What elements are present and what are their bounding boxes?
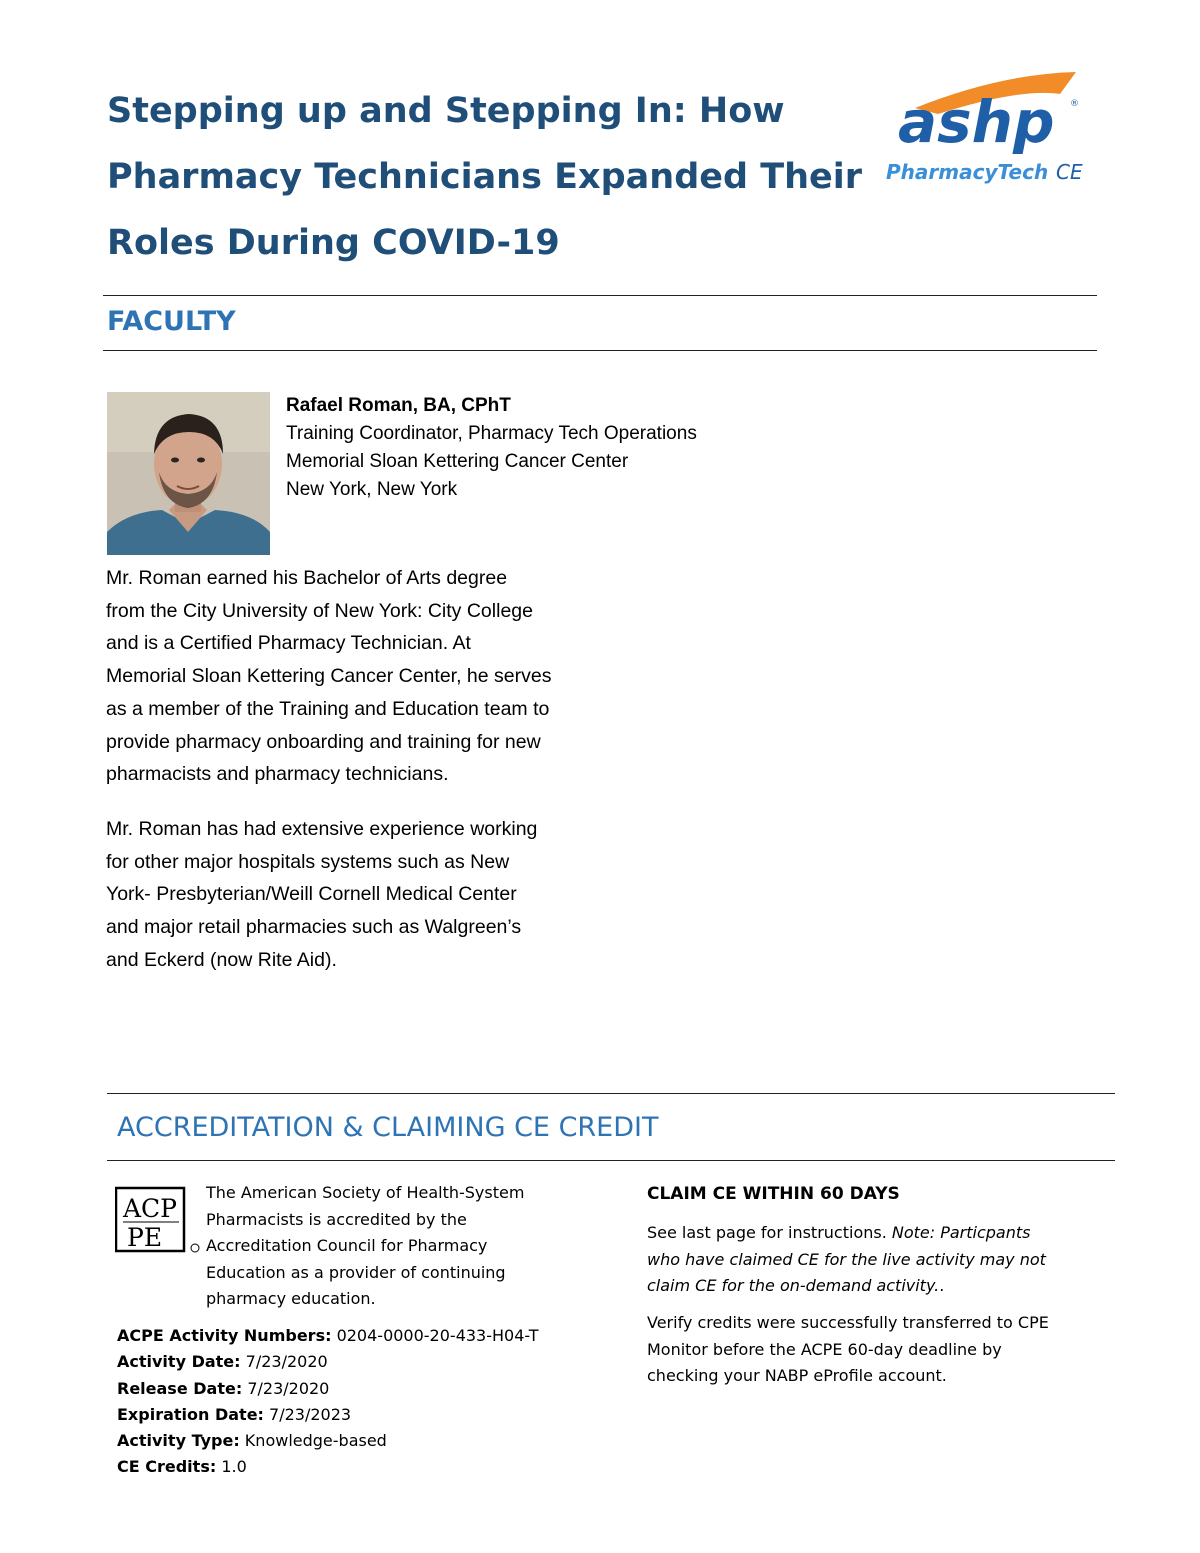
verify-line: checking your NABP eProfile account.: [647, 1366, 947, 1385]
detail-label: Activity Type:: [117, 1431, 240, 1451]
detail-value: 7/23/2020: [240, 1352, 328, 1372]
bio-line: from the City University of New York: City College: [106, 599, 533, 622]
title-line: Stepping up and Stepping In: How: [107, 91, 785, 131]
accreditation-heading: ACCREDITATION & CLAIMING CE CREDIT: [117, 1112, 659, 1143]
activity-detail-row: [117, 1349, 597, 1375]
faculty-organization: Memorial Sloan Kettering Cancer Center: [286, 451, 629, 472]
claim-note-line: claim CE for the on-demand activity.: [647, 1276, 940, 1295]
verify-credits-text: [647, 1310, 1097, 1390]
activity-detail-row: [117, 1402, 597, 1428]
detail-label: CE Credits:: [117, 1457, 217, 1477]
activity-details: [117, 1323, 597, 1481]
faculty-location: New York, New York: [286, 479, 458, 500]
activity-detail-row: [117, 1376, 597, 1402]
faculty-info: [286, 392, 806, 504]
ce-wordmark: CE: [1056, 160, 1083, 184]
bio-line: and is a Certified Pharmacy Technician. At: [106, 632, 471, 655]
registered-mark: ®: [1070, 99, 1079, 109]
bio-line: provide pharmacy onboarding and training for new: [106, 730, 541, 753]
pharmacytech-wordmark: PharmacyTech: [886, 160, 1049, 184]
divider: [103, 295, 1097, 296]
faculty-bio-paragraph: [106, 813, 616, 977]
claim-note-line: Note: Particpants: [891, 1223, 1031, 1242]
detail-label: Expiration Date:: [117, 1404, 264, 1424]
claim-instructions: [647, 1220, 1097, 1300]
faculty-role: Training Coordinator, Pharmacy Tech Operations: [286, 423, 697, 444]
bio-line: Mr. Roman has had extensive experience working: [106, 818, 538, 840]
claim-ce-heading: CLAIM CE WITHIN 60 DAYS: [647, 1184, 900, 1204]
verify-line: Verify credits were successfully transferred to CPE: [647, 1313, 1049, 1332]
detail-value: 7/23/2020: [242, 1378, 330, 1398]
verify-line: Monitor before the ACPE 60-day deadline by: [647, 1339, 1002, 1359]
statement-line: Education as a provider of continuing: [206, 1262, 506, 1282]
detail-label: ACPE Activity Numbers:: [117, 1326, 332, 1345]
faculty-name: Rafael Roman, BA, CPhT: [286, 395, 511, 416]
acpe-logo: [115, 1186, 205, 1256]
ashp-wordmark: ashp: [898, 88, 1055, 156]
faculty-heading: FACULTY: [107, 306, 236, 337]
title-line: Pharmacy Technicians Expanded Their: [107, 157, 863, 197]
detail-label: Activity Date:: [117, 1352, 241, 1372]
activity-detail-row: [117, 1454, 597, 1480]
ashp-logo-graphic: [880, 66, 1100, 191]
statement-line: Pharmacists is accredited by the: [206, 1209, 467, 1229]
acpe-logo-text: ACP: [123, 1194, 178, 1223]
activity-detail-row: [117, 1323, 597, 1349]
bio-line: Mr. Roman earned his Bachelor of Arts degree: [106, 567, 508, 589]
activity-detail-row: [117, 1428, 597, 1454]
acpe-logo-text: PE: [127, 1223, 163, 1252]
faculty-photo: [107, 392, 270, 555]
ashp-pharmacytechce-logo: [880, 66, 1100, 191]
detail-value: 7/23/2023: [263, 1404, 352, 1424]
claim-text: See last page for instructions.: [647, 1223, 892, 1242]
bio-line: York- Presbyterian/Weill Cornell Medical Center: [106, 883, 517, 906]
acpe-statement: [206, 1180, 576, 1313]
detail-label: Release Date:: [117, 1378, 243, 1398]
claim-note-line: who have claimed CE for the live activity may not: [647, 1249, 1046, 1269]
title-line: Roles During COVID-19: [107, 223, 560, 263]
bio-line: and major retail pharmacies such as Walgreen’s: [106, 916, 522, 939]
bio-line: for other major hospitals systems such as New: [106, 850, 510, 873]
divider: [103, 350, 1097, 351]
detail-value: 1.0: [216, 1457, 247, 1477]
faculty-bio-paragraph: [106, 562, 616, 791]
divider: [107, 1093, 1115, 1094]
statement-line: Accreditation Council for Pharmacy: [206, 1236, 488, 1255]
bio-line: and Eckerd (now Rite Aid).: [106, 948, 337, 971]
detail-value: Knowledge-based: [239, 1431, 387, 1451]
document-title: [107, 78, 877, 276]
claim-text-end: .: [939, 1276, 945, 1295]
divider: [107, 1160, 1115, 1161]
statement-line: pharmacy education.: [206, 1289, 376, 1308]
detail-value: 0204-0000-20-433-H04-T: [331, 1326, 539, 1345]
bio-line: pharmacists and pharmacy technicians.: [106, 763, 449, 786]
bio-line: as a member of the Training and Education team to: [106, 697, 550, 720]
statement-line: The American Society of Health-System: [206, 1183, 525, 1202]
bio-line: Memorial Sloan Kettering Cancer Center, he serves: [106, 665, 552, 688]
